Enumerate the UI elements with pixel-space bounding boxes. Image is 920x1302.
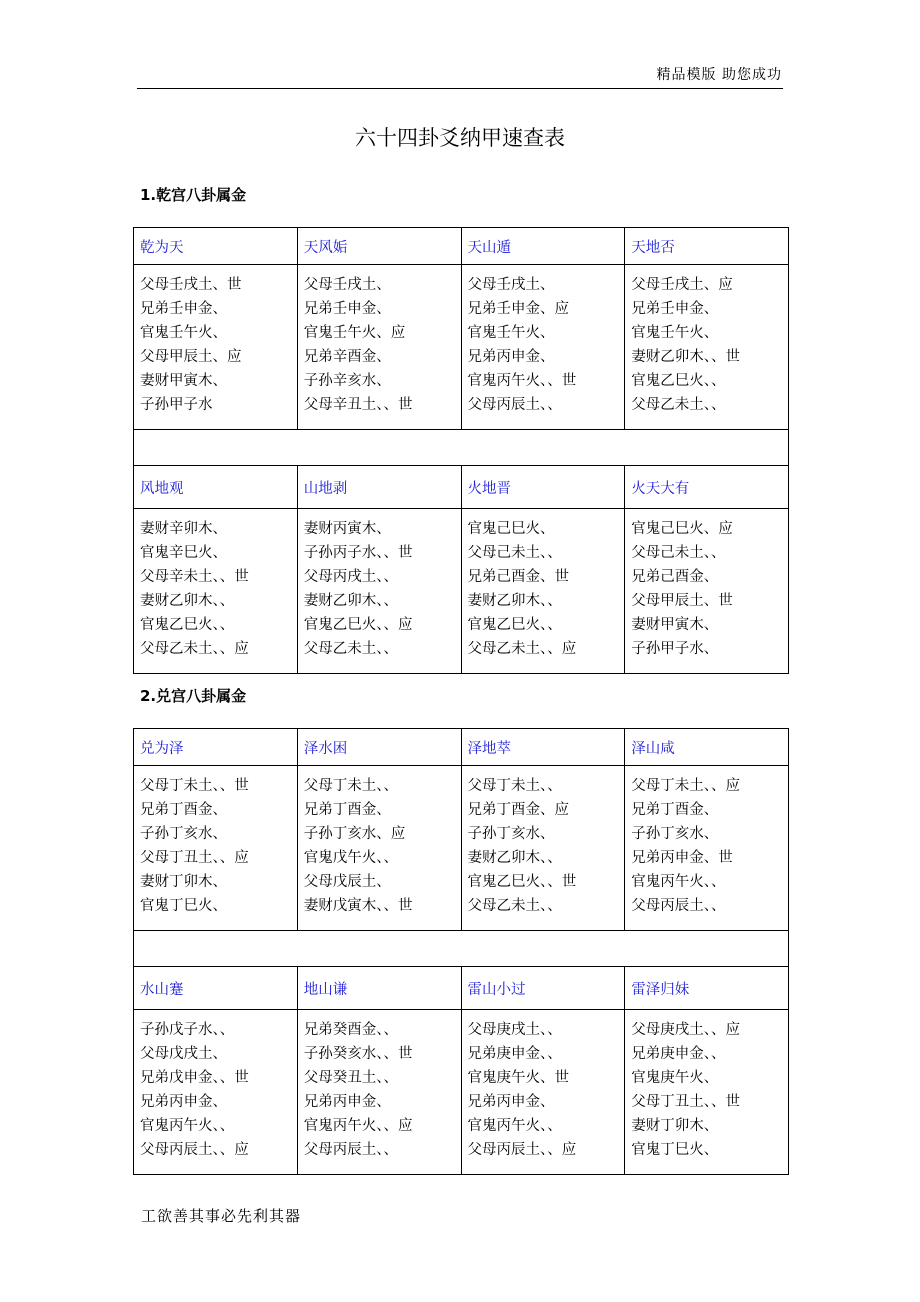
yao-line: 父母丙辰土、、应 — [140, 1142, 249, 1158]
yao-line: 兄弟壬申金、应 — [467, 301, 569, 317]
yao-line: 父母庚戌土、、应 — [631, 1022, 740, 1038]
yao-line: 父母壬戌土、 — [467, 277, 555, 293]
yao-line: 妻财乙卯木、、世 — [631, 349, 740, 365]
yao-line: 子孙丙子水、、世 — [303, 545, 413, 561]
yao-line: 父母乙未土、、应 — [140, 641, 249, 657]
gua-name-row — [134, 729, 789, 766]
yao-line: 子孙丁亥水、应 — [303, 826, 406, 842]
gua-lines-cell — [625, 509, 789, 674]
yao-line: 子孙癸亥水、、世 — [303, 1046, 413, 1062]
yao-line: 子孙戊子水、、 — [140, 1022, 235, 1038]
yao-line: 官鬼丙午火、、世 — [467, 373, 577, 389]
yao-line: 兄弟丙申金、 — [303, 1094, 391, 1110]
yao-line: 兄弟丙申金、 — [467, 1094, 555, 1110]
yao-line: 妻财甲寅木、 — [140, 373, 227, 389]
yao-line: 子孙丁亥水、 — [631, 826, 719, 842]
yao-line: 父母庚戌土、、 — [467, 1022, 562, 1038]
yao-line: 父母癸丑土、、 — [303, 1070, 398, 1086]
spacer-cell — [134, 430, 789, 466]
yao-line: 兄弟己酉金、 — [631, 569, 719, 585]
yao-line: 兄弟丁酉金、 — [140, 802, 227, 818]
yao-line: 父母乙未土、、 — [631, 397, 726, 413]
yao-line: 父母丁丑土、、世 — [631, 1094, 740, 1110]
yao-line: 父母壬戌土、世 — [140, 277, 242, 293]
yao-line: 父母己未土、、 — [467, 545, 562, 561]
gua-name-row — [134, 967, 789, 1010]
yao-line: 妻财丁卯木、 — [631, 1118, 719, 1134]
page-footer: 工欲善其事必先利其器 — [141, 1207, 302, 1225]
yao-line: 兄弟戊申金、、世 — [140, 1070, 249, 1086]
yao-line: 父母丙辰土、、 — [631, 898, 726, 914]
yao-line: 父母甲辰土、世 — [631, 593, 733, 609]
yao-line: 父母丙辰土、、 — [303, 1142, 398, 1158]
yao-line: 官鬼戊午火、、 — [303, 850, 398, 866]
yao-line: 父母丁丑土、、应 — [140, 850, 249, 866]
header-divider — [137, 88, 783, 89]
yao-line: 子孙甲子水、 — [631, 641, 719, 657]
yao-line: 父母乙未土、、应 — [467, 641, 577, 657]
yao-line: 兄弟壬申金、 — [140, 301, 227, 317]
yao-line: 父母丁未土、、应 — [631, 778, 740, 794]
gua-lines-row — [134, 265, 789, 430]
gua-lines-cell — [461, 509, 625, 674]
gua-name: 山地剥 — [297, 466, 461, 509]
yao-line: 官鬼丁巳火、 — [631, 1142, 719, 1158]
yao-line: 官鬼乙巳火、、 — [631, 373, 726, 389]
gua-lines-cell — [625, 1010, 789, 1175]
gua-lines-cell — [297, 766, 461, 931]
gua-name: 泽山咸 — [625, 729, 789, 766]
yao-line: 子孙辛亥水、 — [303, 373, 391, 389]
yao-line: 子孙甲子水 — [140, 397, 213, 413]
yao-line: 官鬼庚午火、 — [631, 1070, 719, 1086]
yao-line: 父母丙辰土、、应 — [467, 1142, 577, 1158]
yao-line: 官鬼丁巳火、 — [140, 898, 227, 914]
yao-line: 兄弟辛酉金、 — [303, 349, 391, 365]
yao-line: 父母丁未土、、世 — [140, 778, 249, 794]
yao-line: 官鬼壬午火、 — [631, 325, 719, 341]
yao-line: 父母乙未土、、 — [467, 898, 562, 914]
gua-name: 火天大有 — [625, 466, 789, 509]
yao-line: 官鬼壬午火、 — [140, 325, 227, 341]
gua-lines-cell — [134, 766, 298, 931]
gua-name: 泽水困 — [297, 729, 461, 766]
gua-lines-cell — [134, 509, 298, 674]
gua-lines-row — [134, 766, 789, 931]
yao-line: 兄弟壬申金、 — [303, 301, 391, 317]
yao-line: 官鬼己巳火、应 — [631, 521, 733, 537]
yao-line: 父母甲辰土、应 — [140, 349, 242, 365]
gua-name-row — [134, 466, 789, 509]
gua-lines-cell — [134, 1010, 298, 1175]
yao-line: 官鬼辛巳火、 — [140, 545, 227, 561]
yao-line: 官鬼丙午火、、 — [467, 1118, 562, 1134]
yao-line: 兄弟丙申金、 — [467, 349, 555, 365]
gua-lines-cell — [297, 1010, 461, 1175]
gua-table-qian — [133, 227, 789, 674]
yao-line: 兄弟庚申金、、 — [467, 1046, 562, 1062]
gua-name: 雷泽归妹 — [625, 967, 789, 1010]
gua-name: 天风姤 — [297, 228, 461, 265]
table-spacer-row — [134, 931, 789, 967]
gua-name: 水山蹇 — [134, 967, 298, 1010]
yao-line: 父母丙辰土、、 — [467, 397, 562, 413]
yao-line: 父母乙未土、、 — [303, 641, 398, 657]
yao-line: 官鬼丙午火、、 — [140, 1118, 235, 1134]
yao-line: 兄弟丁酉金、 — [631, 802, 719, 818]
table-spacer-row — [134, 430, 789, 466]
gua-name: 天山遁 — [461, 228, 625, 265]
gua-name-row — [134, 228, 789, 265]
gua-lines-cell — [134, 265, 298, 430]
yao-line: 子孙丁亥水、 — [140, 826, 227, 842]
yao-line: 兄弟庚申金、、 — [631, 1046, 726, 1062]
spacer-cell — [134, 931, 789, 967]
gua-name: 泽地萃 — [461, 729, 625, 766]
yao-line: 妻财丙寅木、 — [303, 521, 391, 537]
gua-lines-cell — [625, 766, 789, 931]
yao-line: 父母辛未土、、世 — [140, 569, 249, 585]
yao-line: 官鬼壬午火、应 — [303, 325, 406, 341]
header-slogan: 精品模版 助您成功 — [656, 67, 782, 83]
yao-line: 官鬼壬午火、 — [467, 325, 555, 341]
yao-line: 父母丁未土、、 — [467, 778, 562, 794]
gua-lines-cell — [461, 766, 625, 931]
yao-line: 官鬼乙巳火、、世 — [467, 874, 577, 890]
yao-line: 子孙丁亥水、 — [467, 826, 555, 842]
gua-name: 天地否 — [625, 228, 789, 265]
yao-line: 妻财乙卯木、、 — [467, 850, 562, 866]
yao-line: 官鬼丙午火、、 — [631, 874, 726, 890]
yao-line: 父母己未土、、 — [631, 545, 726, 561]
yao-line: 兄弟丙申金、世 — [631, 850, 733, 866]
yao-line: 兄弟己酉金、世 — [467, 569, 569, 585]
gua-lines-row — [134, 509, 789, 674]
yao-line: 妻财丁卯木、 — [140, 874, 227, 890]
gua-lines-cell — [461, 1010, 625, 1175]
yao-line: 父母戊辰土、 — [303, 874, 391, 890]
yao-line: 官鬼庚午火、世 — [467, 1070, 569, 1086]
yao-line: 官鬼乙巳火、、 — [467, 617, 562, 633]
gua-name: 兑为泽 — [134, 729, 298, 766]
yao-line: 父母丙戌土、、 — [303, 569, 398, 585]
yao-line: 兄弟丙申金、 — [140, 1094, 227, 1110]
page-title: 六十四卦爻纳甲速查表 — [355, 126, 565, 150]
yao-line: 妻财乙卯木、、 — [303, 593, 398, 609]
yao-line: 官鬼丙午火、、应 — [303, 1118, 413, 1134]
gua-name: 地山谦 — [297, 967, 461, 1010]
yao-line: 妻财戊寅木、、世 — [303, 898, 413, 914]
yao-line: 兄弟壬申金、 — [631, 301, 719, 317]
yao-line: 父母戊戌土、 — [140, 1046, 227, 1062]
gua-lines-row — [134, 1010, 789, 1175]
yao-line: 兄弟癸酉金、、 — [303, 1022, 398, 1038]
yao-line: 官鬼己巳火、 — [467, 521, 555, 537]
gua-lines-cell — [297, 509, 461, 674]
yao-line: 父母辛丑土、、世 — [303, 397, 413, 413]
gua-table-dui — [133, 728, 789, 1175]
gua-name: 雷山小过 — [461, 967, 625, 1010]
yao-line: 妻财乙卯木、、 — [467, 593, 562, 609]
yao-line: 官鬼乙巳火、、应 — [303, 617, 413, 633]
gua-lines-cell — [461, 265, 625, 430]
section-title-qian: 1.乾宫八卦属金 — [140, 186, 247, 204]
yao-line: 父母丁未土、、 — [303, 778, 398, 794]
section-title-dui: 2.兑宫八卦属金 — [140, 687, 247, 705]
gua-name: 火地晋 — [461, 466, 625, 509]
yao-line: 官鬼乙巳火、、 — [140, 617, 235, 633]
yao-line: 父母壬戌土、应 — [631, 277, 733, 293]
yao-line: 妻财甲寅木、 — [631, 617, 719, 633]
yao-line: 兄弟丁酉金、应 — [467, 802, 569, 818]
gua-lines-cell — [625, 265, 789, 430]
gua-name: 风地观 — [134, 466, 298, 509]
gua-lines-cell — [297, 265, 461, 430]
yao-line: 兄弟丁酉金、 — [303, 802, 391, 818]
yao-line: 妻财辛卯木、 — [140, 521, 227, 537]
yao-line: 父母壬戌土、 — [303, 277, 391, 293]
gua-name: 乾为天 — [134, 228, 298, 265]
yao-line: 妻财乙卯木、、 — [140, 593, 235, 609]
